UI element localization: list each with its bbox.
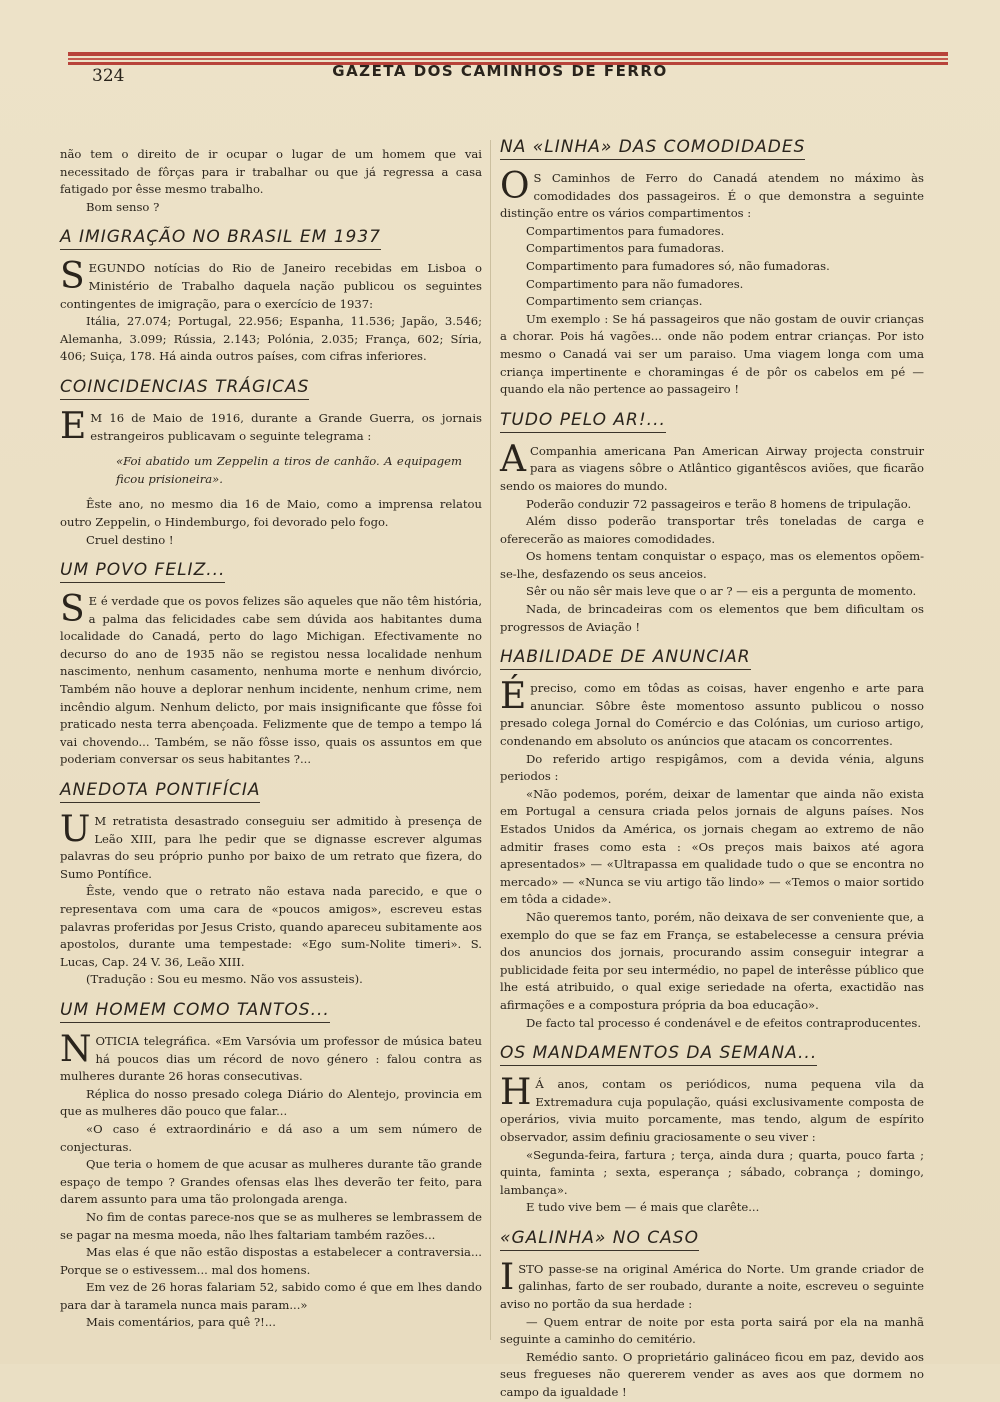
povo-paragraph: [60, 589, 482, 769]
drop-cap: S: [60, 589, 85, 631]
coincidencias-third: Cruel destino !: [86, 532, 174, 547]
heading-ar: TUDO PELO AR!...: [500, 409, 666, 433]
mandamentos-paragraph: [500, 1072, 924, 1146]
coincidencias-second: Êste ano, no mesmo dia 16 de Maio, como a imprensa relatou outro Zeppelin, o Hindemburgo, foi devorado pelo fogo.: [60, 497, 482, 529]
heading-anunciar: HABILIDADE DE ANUNCIAR: [500, 646, 751, 670]
anedota-paragraph: [60, 809, 482, 883]
ar-paragraph: [500, 438, 924, 496]
imigracao-figures: Itália, 27.074; Portugal, 22.956; Espanha, 11.536; Japão, 3.546; Alemanha, 3.099; Rússia, 2.143; Polónia, 2.035; França, 602; Síria, 406; Suiça, 178. Há ainda outros países, com cifras inferiores.: [60, 314, 482, 364]
drop-cap: O: [500, 166, 530, 207]
mandamentos-p2: E tudo vive bem — é mais que clarête...: [526, 1200, 760, 1215]
homem-p5: Mas elas é que não estão dispostas a estabelecer a contraversia... Porque se o estivessem... mal dos homens.: [60, 1245, 482, 1277]
galinha-paragraph: [500, 1256, 924, 1314]
homem-p3: Que teria o homem de que acusar as mulheres durante tão grande espaço de tempo ? Grandes ofensas elas lhes deverão ter feito, para darem assunto para uma tão prolongada arenga.: [60, 1157, 482, 1207]
ar-text: Companhia americana Pan American Airway projecta construir para as viagens sôbre o Atlântico gigantêscos aviões, que ficarão sendo os maiores do mundo.: [500, 443, 924, 493]
anunciar-p3: Não queremos tanto, porém, não deixava de ser conveniente que, a exemplo do que se faz em França, se estabelecesse a censura prévia dos anuncios dos jornais, procurando assim conseguir integrar a publicidade feita por seu intermédio, no papel de interêsse público que lhe está atribuido, o qual exige seriedade na oferta, exactidão nas afirmações e a compostura própria da boa educação».: [500, 909, 924, 1012]
drop-cap: E: [60, 405, 87, 447]
anedota-text: M retratista desastrado conseguiu ser admitido à presença de Leão XIII, para lhe pedir que se dignasse escrever algumas palavras do seu próprio punho por baixo de um retrato que fizera, do Sumo Pontífice.: [60, 814, 482, 881]
drop-cap: H: [500, 1072, 532, 1114]
heading-anedota: ANEDOTA PONTIFÍCIA: [60, 779, 260, 803]
drop-cap: A: [500, 438, 526, 480]
drop-cap: I: [500, 1256, 515, 1298]
ar-p1: Poderão conduzir 72 passageiros e terão 8 homens de tripulação.: [526, 496, 912, 511]
right-column: [500, 136, 924, 1402]
heading-galinha: «GALINHA» NO CASO: [500, 1227, 699, 1251]
homem-p2: «O caso é extraordinário e dá aso a um sem número de conjecturas.: [60, 1121, 482, 1154]
anedota-second: Êste, vendo que o retrato não estava nada parecido, e que o representava com uma cara de «poucos amigos», escreveu estas palavras proferidas por Jesus Cristo, quando apareceu subitamente aos apostolos, durante uma tempestade: «Ego sum-Nolite timeri». S. Lucas, Cap. 24 V. 36, Leão XIII.: [60, 884, 482, 969]
homem-paragraph: [60, 1028, 482, 1086]
drop-cap: S: [60, 256, 85, 298]
heading-coincidencias: COINCIDENCIAS TRÁGICAS: [60, 376, 309, 400]
mandamentos-text: Á anos, contam os periódicos, numa pequena vila da Extremadura cuja população, quási exclusivamente composta de operários, vivia muito porcamente, mas tendo, algum de espírito observador, assim definiu graciosamente o seu viver :: [500, 1077, 924, 1144]
anunciar-paragraph: [500, 676, 924, 750]
anunciar-p2: «Não podemos, porém, deixar de lamentar que ainda não exista em Portugal a censura criada pelos jornais de alguns países. Nos Estados Unidos da América, os jornais chegam ao extremo de não admitir frases como esta : «Os preços mais baixos até agora apresentados» — «Ultrapassa em qualidade tudo o que se encontra no mercado» — «Nunca se viu artigo tão lindo» — «Temos o maior sortido em tôda a cidade».: [500, 786, 924, 907]
homem-text: OTICIA telegráfica. «Em Varsóvia um professor de música bateu há poucos dias um récord de novo género : falou contra as mulheres durante 26 horas consecutivas.: [60, 1033, 482, 1084]
heading-homem: UM HOMEM COMO TANTOS...: [60, 999, 330, 1023]
mandamentos-p1: «Segunda-feira, fartura ; terça, ainda dura ; quarta, pouco farta ; quinta, faminta ; sexta, esperança ; sábado, cobrança ; domingo, lambança».: [500, 1147, 924, 1197]
drop-cap: U: [60, 809, 91, 851]
anunciar-text: preciso, como em tôdas as coisas, haver engenho e arte para anunciar. Sôbre êste momentoso assunto publicou o nosso presado colega Jornal do Comércio e das Colónias, um curioso artigo, condenando em absoluto os anúncios que atacam os concorrentes.: [500, 681, 924, 749]
heading-linha: NA «LINHA» DAS COMODIDADES: [500, 136, 805, 160]
drop-cap: É: [500, 676, 527, 718]
heading-imigracao: A IMIGRAÇÃO NO BRASIL EM 1937: [60, 226, 381, 250]
list-item: Compartimentos para fumadoras.: [526, 241, 725, 256]
intro-paragraph: não tem o direito de ir ocupar o lugar de um homem que vai necessitado de fôrças para ir trabalhar ou que já regressa a casa fatigado por êsse mesmo trabalho.: [60, 147, 482, 197]
anunciar-p4: De facto tal processo é condenável e de efeitos contraproducentes.: [526, 1015, 922, 1030]
povo-text: E é verdade que os povos felizes são aqueles que não têm história, a palma das felicidades cabe sem dúvida aos habitantes duma localidade do Canadá, perto do lago Michigan. Efectivamente no decurso do ano de 1935 não se registou nessa localidade nenhum nascimento, nenhum casamento, nenhuma morte e nenhum divórcio, Também não houve a deplorar nenhum incidente, nenhum crime, nem incêndio algum. Nenhum delicto, por mais insignificante que fôsse foi praticado nesta terra abençoada. Felizmente que de tempo a tempo lá vai chovendo... Também, se não fôsse isso, quais os assuntos em que poderiam conversar os seus habitantes ?...: [60, 594, 482, 767]
linha-last: Um exemplo : Se há passageiros que não gostam de ouvir crianças a chorar. Pois há vagões... onde não podem entrar crianças. Por isto mesmo o Canadá vai ser um paraiso. Uma viagem longa com uma criança impertinente e choramingas é de pôr os cabelos em pé — quando ela não pertence ao passageiro !: [500, 311, 924, 397]
page-number: 324: [92, 66, 125, 86]
ar-p2: Além disso poderão transportar três toneladas de carga e oferecerão as maiores comodidades.: [500, 514, 924, 546]
linha-paragraph: [500, 166, 924, 223]
homem-p1: Réplica do nosso presado colega Diário do Alentejo, provincia em que as mulheres dão pouco que falar...: [60, 1086, 482, 1119]
list-item: Compartimento para não fumadores.: [526, 276, 744, 291]
galinha-text: STO passe-se na original América do Norte. Um grande criador de galinhas, farto de ser roubado, durante a noite, escreveu o seguinte aviso no portão da sua herdade :: [500, 1261, 924, 1312]
list-item: Compartimento sem crianças.: [526, 294, 703, 309]
galinha-p1: — Quem entrar de noite por esta porta sairá por ela na manhã seguinte a caminho do cemitério.: [500, 1314, 924, 1347]
heading-povo: UM POVO FELIZ...: [60, 559, 225, 583]
masthead-title: GAZETA DOS CAMINHOS DE FERRO: [332, 62, 668, 80]
anunciar-p1: Do referido artigo respigâmos, com a devida vénia, alguns periodos :: [500, 751, 924, 784]
anedota-third: (Tradução : Sou eu mesmo. Não vos assusteis).: [86, 972, 363, 987]
header-rule: [68, 52, 948, 56]
telegram-quote: «Foi abatido um Zeppelin a tiros de canhão. A equipagem ficou prisioneira».: [116, 454, 462, 486]
galinha-p2: Remédio santo. O proprietário galináceo ficou em paz, devido aos seus fregueses não quererem vender as aves aos que dormem no campo da igualdade !: [500, 1349, 924, 1400]
ar-p5: Nada, de brincadeiras com os elementos que bem dificultam os progressos de Aviação !: [500, 602, 924, 634]
drop-cap: N: [60, 1028, 92, 1070]
ar-p3: Os homens tentam conquistar o espaço, mas os elementos opõem-se-lhe, desfazendo os seus anceios.: [500, 549, 924, 581]
list-item: Compartimento para fumadores só, não fumadoras.: [526, 258, 830, 273]
coincidencias-text: M 16 de Maio de 1916, durante a Grande Guerra, os jornais estrangeiros publicavam o seguinte telegrama :: [90, 410, 482, 443]
imigracao-text: EGUNDO notícias do Rio de Janeiro recebidas em Lisboa o Ministério de Trabalho daquela nação publicou os seguintes contingentes de imigração, para o exercício de 1937:: [60, 261, 482, 311]
header-rule-thin: [68, 58, 948, 60]
heading-mandamentos: OS MANDAMENTOS DA SEMANA...: [500, 1042, 817, 1066]
left-column: [60, 146, 482, 1332]
intro-closing: Bom senso ?: [86, 199, 160, 214]
imigracao-paragraph: [60, 256, 482, 313]
linha-text: S Caminhos de Ferro do Canadá atendem no máximo às comodidades dos passageiros. É o que demonstra a seguinte distinção entre os vários compartimentos :: [500, 171, 924, 221]
homem-p4: No fim de contas parece-nos que se as mulheres se lembrassem de se pagar na mesma moeda, não lhes faltariam também razões...: [60, 1209, 482, 1242]
list-item: Compartimentos para fumadores.: [526, 223, 725, 238]
homem-p7: Mais comentários, para quê ?!...: [86, 1315, 276, 1330]
ar-p4: Sêr ou não sêr mais leve que o ar ? — eis a pergunta de momento.: [526, 584, 917, 599]
coincidencias-paragraph: [60, 405, 482, 447]
column-divider: [490, 140, 491, 1340]
homem-p6: Em vez de 26 horas falariam 52, sabido como é que em lhes dando para dar à taramela nunca mais param...»: [60, 1280, 482, 1312]
